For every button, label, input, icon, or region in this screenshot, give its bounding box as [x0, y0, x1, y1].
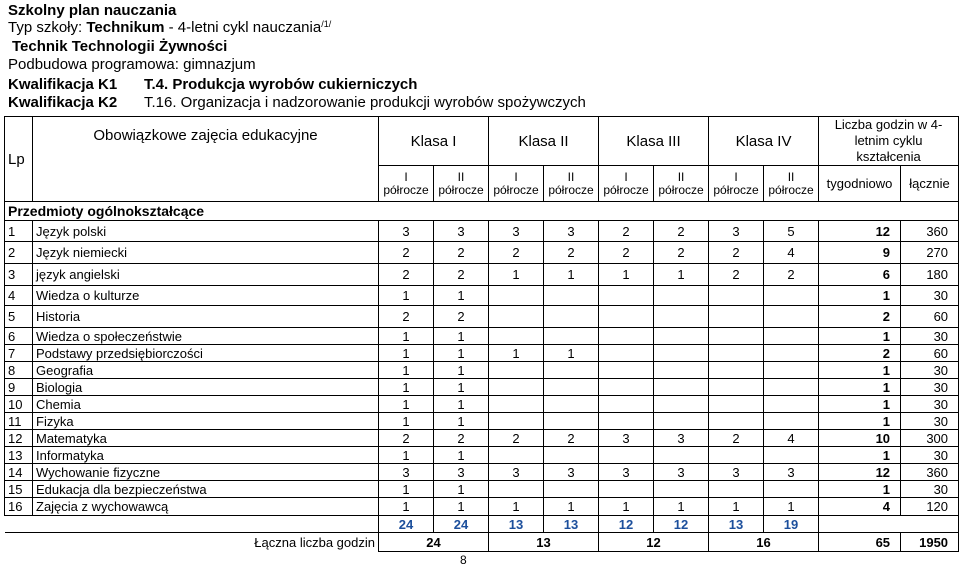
total-hours-cell: 30	[901, 328, 959, 345]
profession-name: Technik Technologii Żywności	[12, 38, 228, 55]
semester-hours-cell: 4	[764, 242, 819, 264]
table-row	[5, 221, 959, 242]
semester-hours-cell: 3	[489, 221, 544, 242]
table-row	[5, 264, 959, 286]
semester-hours-cell: 2	[379, 242, 434, 264]
row-number: 16	[5, 498, 33, 516]
semester-hours-cell	[544, 286, 599, 306]
semester-hours-cell: 1	[379, 413, 434, 430]
semester-hours-cell: 3	[544, 221, 599, 242]
semester-hours-cell: 1	[434, 345, 489, 362]
semester-hours-cell	[709, 379, 764, 396]
row-number: 7	[5, 345, 33, 362]
semester-hours-cell	[654, 328, 709, 345]
semester-3-header: I półrocze	[489, 166, 544, 202]
semester-sum-cell: 13	[489, 516, 544, 533]
weekly-hours-cell: 1	[819, 328, 901, 345]
semester-hours-cell: 2	[544, 430, 599, 447]
curriculum-table	[4, 116, 959, 552]
semester-hours-cell	[544, 328, 599, 345]
semester-hours-cell	[544, 396, 599, 413]
semester-hours-cell	[709, 362, 764, 379]
table-row	[5, 362, 959, 379]
class-1-header: Klasa I	[379, 117, 489, 166]
table-row	[5, 447, 959, 464]
semester-hours-cell	[489, 286, 544, 306]
semester-hours-cell	[544, 481, 599, 498]
class-2-header: Klasa II	[489, 117, 599, 166]
table-row	[5, 345, 959, 362]
row-number: 14	[5, 464, 33, 481]
semester-hours-cell: 2	[654, 242, 709, 264]
semester-hours-cell: 1	[379, 286, 434, 306]
class-total-cell: 16	[709, 533, 819, 552]
semester-hours-cell	[764, 396, 819, 413]
total-hours-cell: 30	[901, 379, 959, 396]
semester-hours-cell	[489, 447, 544, 464]
semester-hours-cell	[654, 413, 709, 430]
semester-hours-cell	[544, 413, 599, 430]
semester-hours-cell	[599, 413, 654, 430]
semester-hours-cell	[709, 413, 764, 430]
semester-hours-cell: 1	[434, 286, 489, 306]
school-type-rest: - 4-letni cykl nauczania	[164, 19, 322, 36]
semester-hours-cell: 1	[544, 498, 599, 516]
semester-5-header: I półrocze	[599, 166, 654, 202]
school-type-line	[8, 19, 331, 36]
semester-hours-cell	[599, 396, 654, 413]
semester-hours-cell: 2	[764, 264, 819, 286]
semester-hours-cell	[599, 447, 654, 464]
semester-hours-cell: 1	[434, 362, 489, 379]
weekly-hours-cell: 1	[819, 362, 901, 379]
semester-hours-cell: 2	[599, 221, 654, 242]
semester-hours-cell: 3	[764, 464, 819, 481]
weekly-hours-cell: 1	[819, 481, 901, 498]
semester-hours-cell: 2	[489, 430, 544, 447]
semester-hours-cell: 2	[654, 221, 709, 242]
total-hours-cell: 360	[901, 464, 959, 481]
semester-hours-cell: 2	[434, 306, 489, 328]
semester-hours-cell: 5	[764, 221, 819, 242]
footnote-mark: /1/	[321, 19, 332, 29]
semester-hours-cell	[599, 328, 654, 345]
semester-sum-cell: 13	[544, 516, 599, 533]
semester-hours-cell	[654, 396, 709, 413]
semester-hours-cell	[654, 481, 709, 498]
subject-name: Zajęcia z wychowawcą	[33, 498, 379, 516]
total-hours-cell: 30	[901, 447, 959, 464]
semester-hours-cell	[489, 306, 544, 328]
semester-hours-cell: 1	[434, 498, 489, 516]
semester-2-header: II półrocze	[434, 166, 489, 202]
semester-hours-cell: 1	[379, 328, 434, 345]
table-row	[5, 328, 959, 345]
subject-name: Matematyka	[33, 430, 379, 447]
semester-hours-cell: 1	[654, 264, 709, 286]
semester-sum-cell: 12	[599, 516, 654, 533]
weekly-hours-cell: 1	[819, 286, 901, 306]
semester-hours-cell: 1	[764, 498, 819, 516]
semester-sums-row	[5, 516, 959, 533]
semester-hours-cell	[709, 345, 764, 362]
table-row	[5, 379, 959, 396]
subject-name: Wychowanie fizyczne	[33, 464, 379, 481]
row-number: 8	[5, 362, 33, 379]
semester-hours-cell	[764, 379, 819, 396]
header-row	[5, 117, 959, 166]
total-hours-cell: 60	[901, 345, 959, 362]
semester-hours-cell: 1	[434, 328, 489, 345]
semester-hours-cell: 3	[379, 221, 434, 242]
page-title: Szkolny plan nauczania	[8, 2, 177, 19]
semester-4-header: II półrocze	[544, 166, 599, 202]
table-row	[5, 464, 959, 481]
semester-hours-cell: 2	[709, 430, 764, 447]
table-row	[5, 242, 959, 264]
semester-hours-cell	[764, 362, 819, 379]
semester-hours-cell	[544, 379, 599, 396]
row-number: 2	[5, 242, 33, 264]
school-type-value: Technikum	[86, 19, 165, 36]
row-number: 6	[5, 328, 33, 345]
lp-header: Lp	[5, 117, 33, 202]
semester-hours-cell	[489, 481, 544, 498]
semester-hours-cell: 1	[489, 498, 544, 516]
grand-total-cell: 1950	[901, 533, 959, 552]
semester-hours-cell	[489, 362, 544, 379]
semester-hours-cell	[654, 362, 709, 379]
semester-hours-cell: 3	[544, 464, 599, 481]
subject-name: Chemia	[33, 396, 379, 413]
table-row	[5, 481, 959, 498]
weekly-hours-cell: 1	[819, 413, 901, 430]
total-hours-cell: 270	[901, 242, 959, 264]
total-hours-cell: 30	[901, 286, 959, 306]
row-number: 5	[5, 306, 33, 328]
weekly-hours-cell: 1	[819, 396, 901, 413]
semester-hours-cell: 3	[434, 221, 489, 242]
semester-hours-cell: 1	[709, 498, 764, 516]
semester-hours-cell: 1	[434, 413, 489, 430]
subject-name: Historia	[33, 306, 379, 328]
semester-hours-cell: 1	[544, 345, 599, 362]
subject-name: Wiedza o kulturze	[33, 286, 379, 306]
total-header: łącznie	[901, 166, 959, 202]
semester-sum-cell: 13	[709, 516, 764, 533]
grand-weekly-cell: 65	[819, 533, 901, 552]
semester-sum-cell: 24	[434, 516, 489, 533]
subject-name: Informatyka	[33, 447, 379, 464]
semester-hours-cell	[654, 379, 709, 396]
semester-hours-cell	[709, 328, 764, 345]
semester-hours-cell	[764, 481, 819, 498]
total-label: Łączna liczba godzin	[5, 533, 379, 552]
total-hours-cell: 30	[901, 413, 959, 430]
semester-hours-cell: 1	[489, 345, 544, 362]
class-total-cell: 12	[599, 533, 709, 552]
row-number: 4	[5, 286, 33, 306]
table-row	[5, 498, 959, 516]
row-number: 9	[5, 379, 33, 396]
semester-1-header: I półrocze	[379, 166, 434, 202]
semester-hours-cell	[654, 345, 709, 362]
semester-hours-cell	[764, 328, 819, 345]
weekly-hours-cell: 2	[819, 306, 901, 328]
total-hours-cell: 30	[901, 396, 959, 413]
table-row	[5, 286, 959, 306]
semester-hours-cell	[599, 306, 654, 328]
semester-hours-cell: 1	[379, 379, 434, 396]
semester-hours-cell: 1	[434, 481, 489, 498]
semester-hours-cell: 2	[709, 264, 764, 286]
semester-7-header: I półrocze	[709, 166, 764, 202]
semester-hours-cell	[709, 481, 764, 498]
table-row	[5, 306, 959, 328]
semester-sum-cell: 24	[379, 516, 434, 533]
semester-sum-cell: 19	[764, 516, 819, 533]
semester-sum-cell: 12	[654, 516, 709, 533]
hours-header: Liczba godzin w 4-letnim cyklu kształcenia	[819, 117, 959, 166]
subject-name: Edukacja dla bezpieczeństwa	[33, 481, 379, 498]
class-total-cell: 24	[379, 533, 489, 552]
semester-hours-cell: 3	[379, 464, 434, 481]
blank-cell	[5, 516, 379, 533]
semester-hours-cell	[709, 306, 764, 328]
total-hours-cell: 30	[901, 362, 959, 379]
semester-hours-cell	[764, 447, 819, 464]
semester-hours-cell: 1	[379, 396, 434, 413]
weekly-hours-cell: 4	[819, 498, 901, 516]
subject-name: Geografia	[33, 362, 379, 379]
semester-hours-cell: 3	[709, 221, 764, 242]
semester-hours-cell	[764, 413, 819, 430]
semester-hours-cell	[599, 286, 654, 306]
total-hours-cell: 180	[901, 264, 959, 286]
semester-hours-cell: 3	[654, 464, 709, 481]
semester-hours-cell: 1	[434, 396, 489, 413]
semester-hours-cell	[654, 286, 709, 306]
section-title: Przedmioty ogólnokształcące	[5, 202, 959, 221]
semester-hours-cell: 1	[434, 379, 489, 396]
qualification-k1-label: Kwalifikacja K1	[8, 76, 118, 93]
subjects-header: Obowiązkowe zajęcia edukacyjne	[33, 117, 379, 202]
weekly-header: tygodniowo	[819, 166, 901, 202]
subject-name: język angielski	[33, 264, 379, 286]
semester-hours-cell	[489, 379, 544, 396]
qualification-k2-label: Kwalifikacja K2	[8, 94, 118, 111]
semester-hours-cell	[599, 362, 654, 379]
semester-hours-cell: 1	[379, 481, 434, 498]
semester-hours-cell: 2	[489, 242, 544, 264]
semester-hours-cell: 2	[434, 242, 489, 264]
row-number: 13	[5, 447, 33, 464]
qualification-k1-value: T.4. Produkcja wyrobów cukierniczych	[144, 76, 418, 93]
semester-hours-cell: 3	[599, 464, 654, 481]
total-row	[5, 533, 959, 552]
class-total-cell: 13	[489, 533, 599, 552]
semester-hours-cell: 2	[379, 306, 434, 328]
semester-hours-cell: 3	[434, 464, 489, 481]
semester-hours-cell	[489, 413, 544, 430]
table-row	[5, 396, 959, 413]
semester-hours-cell	[764, 306, 819, 328]
semester-hours-cell	[544, 306, 599, 328]
row-number: 3	[5, 264, 33, 286]
subject-name: Podstawy przedsiębiorczości	[33, 345, 379, 362]
semester-hours-cell: 2	[599, 242, 654, 264]
semester-hours-cell: 1	[379, 447, 434, 464]
subject-name: Biologia	[33, 379, 379, 396]
semester-hours-cell: 2	[379, 430, 434, 447]
total-hours-cell: 60	[901, 306, 959, 328]
weekly-hours-cell: 12	[819, 464, 901, 481]
semester-hours-cell: 2	[544, 242, 599, 264]
semester-hours-cell	[544, 362, 599, 379]
total-hours-cell: 300	[901, 430, 959, 447]
program-base: Podbudowa programowa: gimnazjum	[8, 56, 256, 73]
semester-hours-cell: 2	[709, 242, 764, 264]
row-number: 1	[5, 221, 33, 242]
semester-hours-cell: 1	[599, 264, 654, 286]
total-hours-cell: 360	[901, 221, 959, 242]
subject-name: Fizyka	[33, 413, 379, 430]
semester-hours-cell	[764, 286, 819, 306]
semester-8-header: II półrocze	[764, 166, 819, 202]
semester-hours-cell: 2	[379, 264, 434, 286]
semester-hours-cell	[599, 345, 654, 362]
semester-hours-cell	[709, 286, 764, 306]
semester-hours-cell: 3	[489, 464, 544, 481]
qualification-k2-value: T.16. Organizacja i nadzorowanie produkcji wyrobów spożywczych	[144, 94, 586, 111]
row-number: 12	[5, 430, 33, 447]
semester-hours-cell: 4	[764, 430, 819, 447]
semester-hours-cell: 1	[544, 264, 599, 286]
row-number: 10	[5, 396, 33, 413]
semester-hours-cell: 2	[434, 430, 489, 447]
semester-hours-cell: 1	[434, 447, 489, 464]
semester-hours-cell	[654, 447, 709, 464]
semester-hours-cell: 1	[379, 362, 434, 379]
semester-hours-cell	[599, 379, 654, 396]
subject-name: Wiedza o społeczeństwie	[33, 328, 379, 345]
semester-hours-cell	[489, 328, 544, 345]
weekly-hours-cell: 10	[819, 430, 901, 447]
blank-cell	[819, 516, 959, 533]
subject-name: Język niemiecki	[33, 242, 379, 264]
subject-name: Język polski	[33, 221, 379, 242]
semester-hours-cell: 1	[654, 498, 709, 516]
row-number: 11	[5, 413, 33, 430]
weekly-hours-cell: 2	[819, 345, 901, 362]
semester-hours-cell: 1	[489, 264, 544, 286]
table-row	[5, 430, 959, 447]
semester-hours-cell: 3	[599, 430, 654, 447]
semester-hours-cell	[764, 345, 819, 362]
semester-hours-cell: 3	[654, 430, 709, 447]
weekly-hours-cell: 9	[819, 242, 901, 264]
semester-hours-cell	[709, 396, 764, 413]
row-number: 15	[5, 481, 33, 498]
weekly-hours-cell: 12	[819, 221, 901, 242]
semester-hours-cell	[599, 481, 654, 498]
semester-hours-cell: 1	[379, 498, 434, 516]
table-row	[5, 413, 959, 430]
semester-hours-cell	[544, 447, 599, 464]
semester-hours-cell: 1	[599, 498, 654, 516]
semester-6-header: II półrocze	[654, 166, 709, 202]
page-number: 8	[460, 553, 467, 567]
weekly-hours-cell: 1	[819, 379, 901, 396]
semester-hours-cell	[654, 306, 709, 328]
semester-hours-cell	[709, 447, 764, 464]
total-hours-cell: 30	[901, 481, 959, 498]
semester-hours-cell	[489, 396, 544, 413]
semester-hours-cell: 2	[434, 264, 489, 286]
class-4-header: Klasa IV	[709, 117, 819, 166]
semester-hours-cell: 1	[379, 345, 434, 362]
weekly-hours-cell: 6	[819, 264, 901, 286]
class-3-header: Klasa III	[599, 117, 709, 166]
section-row	[5, 202, 959, 221]
weekly-hours-cell: 1	[819, 447, 901, 464]
school-type-label: Typ szkoły:	[8, 19, 83, 36]
semester-hours-cell: 3	[709, 464, 764, 481]
total-hours-cell: 120	[901, 498, 959, 516]
